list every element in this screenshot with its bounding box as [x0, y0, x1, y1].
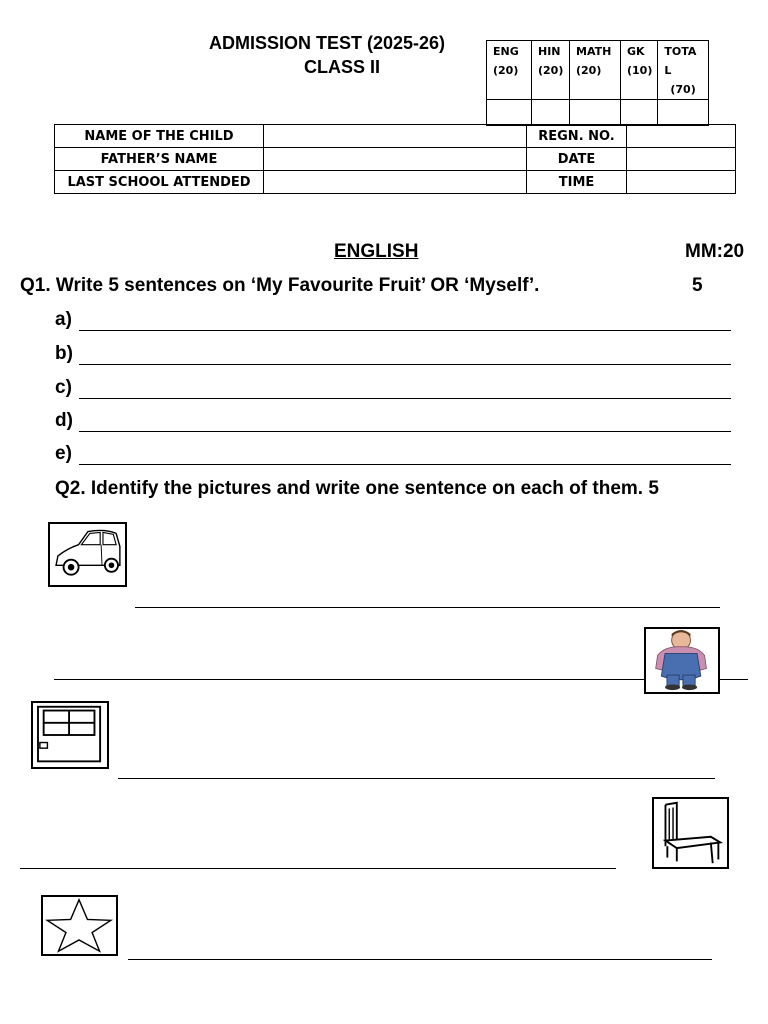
- date-field[interactable]: [627, 148, 736, 171]
- answer-line-chair[interactable]: [20, 868, 616, 869]
- star-icon: [41, 895, 118, 956]
- father-name-label: FATHER’S NAME: [55, 148, 264, 171]
- q2-text: Q2. Identify the pictures and write one sentence on each of them. 5: [55, 478, 659, 499]
- marks-header-hin: HIN (20): [532, 41, 570, 100]
- marks-table: [486, 40, 709, 126]
- answer-line-c[interactable]: [79, 398, 731, 399]
- marks-header-gk: GK (10): [621, 41, 658, 100]
- q1-marks: 5: [692, 275, 703, 296]
- time-label: TIME: [527, 171, 627, 194]
- max-marks: MM:20: [685, 241, 745, 262]
- answer-row-d: d): [55, 410, 735, 434]
- answer-line-e[interactable]: [79, 464, 731, 465]
- class-label: CLASS II: [303, 57, 380, 77]
- child-name-field[interactable]: [264, 125, 527, 148]
- marks-gk-field[interactable]: [621, 100, 658, 126]
- test-title: ADMISSION TEST (2025-26): [208, 33, 446, 53]
- marks-header-eng: ENG (20): [487, 41, 532, 100]
- answer-row-a: a): [55, 309, 735, 333]
- answer-row-b: b): [55, 343, 735, 367]
- answer-line-car[interactable]: [135, 607, 720, 608]
- marks-header-math: MATH (20): [570, 41, 621, 100]
- answer-line-door[interactable]: [118, 778, 715, 779]
- father-name-field[interactable]: [264, 148, 527, 171]
- child-name-label: NAME OF THE CHILD: [55, 125, 264, 148]
- car-icon: [48, 522, 127, 587]
- chair-icon: [652, 797, 729, 869]
- student-info-table: [54, 124, 736, 194]
- answer-line-d[interactable]: [79, 431, 731, 432]
- q1-text: Q1. Write 5 sentences on ‘My Favourite Fruit’ OR ‘Myself’.: [20, 275, 540, 296]
- subject-heading: ENGLISH: [334, 241, 419, 262]
- marks-eng-field[interactable]: [487, 100, 532, 126]
- date-label: DATE: [527, 148, 627, 171]
- answer-line-b[interactable]: [79, 364, 731, 365]
- marks-header-total: TOTA L (70): [658, 41, 709, 100]
- time-field[interactable]: [627, 171, 736, 194]
- regn-label: REGN. NO.: [527, 125, 627, 148]
- answer-row-e: e): [55, 443, 735, 467]
- marks-total-field[interactable]: [658, 100, 709, 126]
- marks-hin-field[interactable]: [532, 100, 570, 126]
- answer-line-star[interactable]: [128, 959, 712, 960]
- fat-man-icon: [644, 627, 720, 694]
- door-icon: [31, 701, 109, 769]
- marks-math-field[interactable]: [570, 100, 621, 126]
- regn-field[interactable]: [627, 125, 736, 148]
- answer-row-c: c): [55, 377, 735, 401]
- last-school-field[interactable]: [264, 171, 527, 194]
- answer-line-a[interactable]: [79, 330, 731, 331]
- last-school-label: LAST SCHOOL ATTENDED: [55, 171, 264, 194]
